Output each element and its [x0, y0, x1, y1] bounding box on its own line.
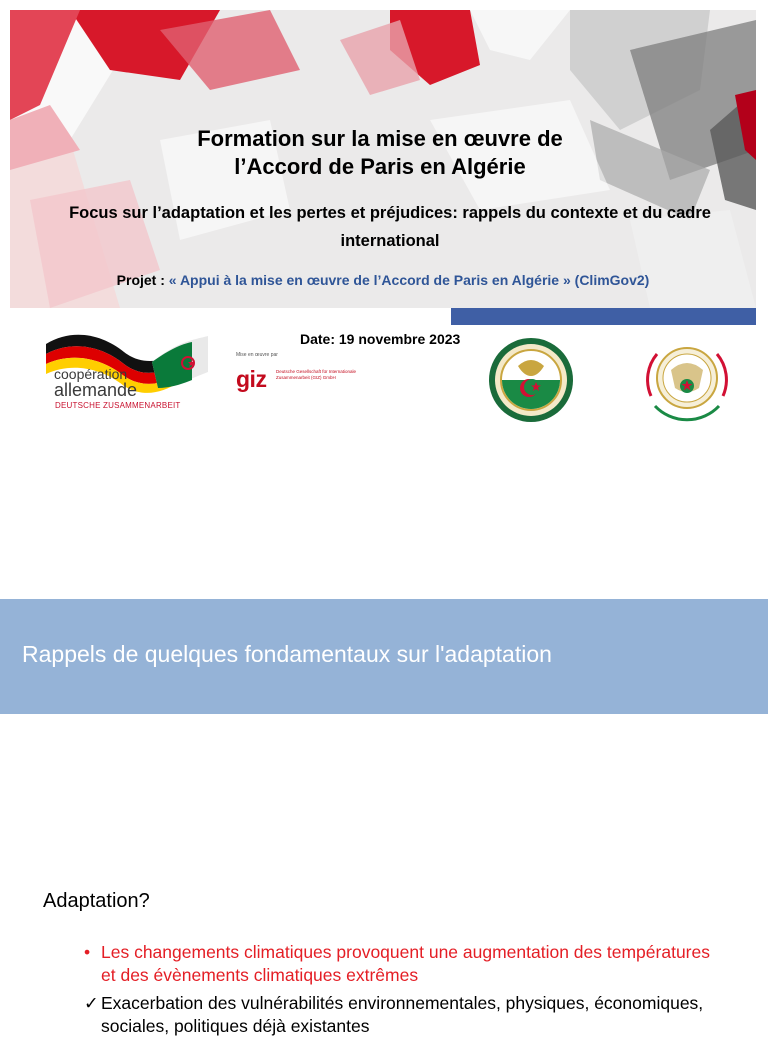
list-item: [84, 941, 724, 987]
coop-line-2: allemande: [54, 380, 138, 400]
checkmark-icon: ✓: [84, 993, 99, 1013]
coop-line-3: DEUTSCHE ZUSAMMENARBEIT: [55, 401, 181, 410]
coop-line-1: coopération: [54, 366, 128, 382]
list-item: [84, 992, 724, 1038]
bullet-marker: •: [84, 942, 91, 962]
giz-description: Deutsche Gesellschaft für Internationale Zusammenarbeit (GIZ) GmbH: [276, 369, 357, 380]
presentation-title: [10, 125, 750, 181]
ministry-foreign-affairs-seal-icon: [486, 336, 576, 424]
project-label: Projet :: [116, 272, 165, 288]
title-line-2: l’Accord de Paris en Algérie: [234, 154, 526, 179]
giz-logo-mark: giz: [236, 366, 267, 392]
presentation-subtitle: Focus sur l’adaptation et les pertes et préjudices: rappels du contexte et du cadre international: [69, 204, 711, 250]
title-line-1: Formation sur la mise en œuvre de: [197, 126, 563, 151]
algeria-emblem-seal-icon: [641, 336, 733, 424]
presentation-date: Date: 19 novembre 2023: [300, 331, 461, 347]
giz-caption: Mise en œuvre par: [236, 352, 278, 358]
bullet-text: Les changements climatiques provoquent une augmentation des températures et des évènements climatiques extrêmes: [101, 942, 710, 985]
project-line: [10, 272, 756, 288]
title-slide: [10, 10, 756, 308]
section-title: Rappels de quelques fondamentaux sur l'adaptation: [22, 641, 552, 667]
decorative-blue-strip: [451, 308, 756, 325]
content-heading: Adaptation?: [43, 890, 150, 912]
bullet-text: Exacerbation des vulnérabilités environnementales, physiques, économiques, sociales, politiques déjà existantes: [101, 993, 704, 1036]
project-name: « Appui à la mise en œuvre de l’Accord de Paris en Algérie » (ClimGov2): [168, 272, 650, 288]
